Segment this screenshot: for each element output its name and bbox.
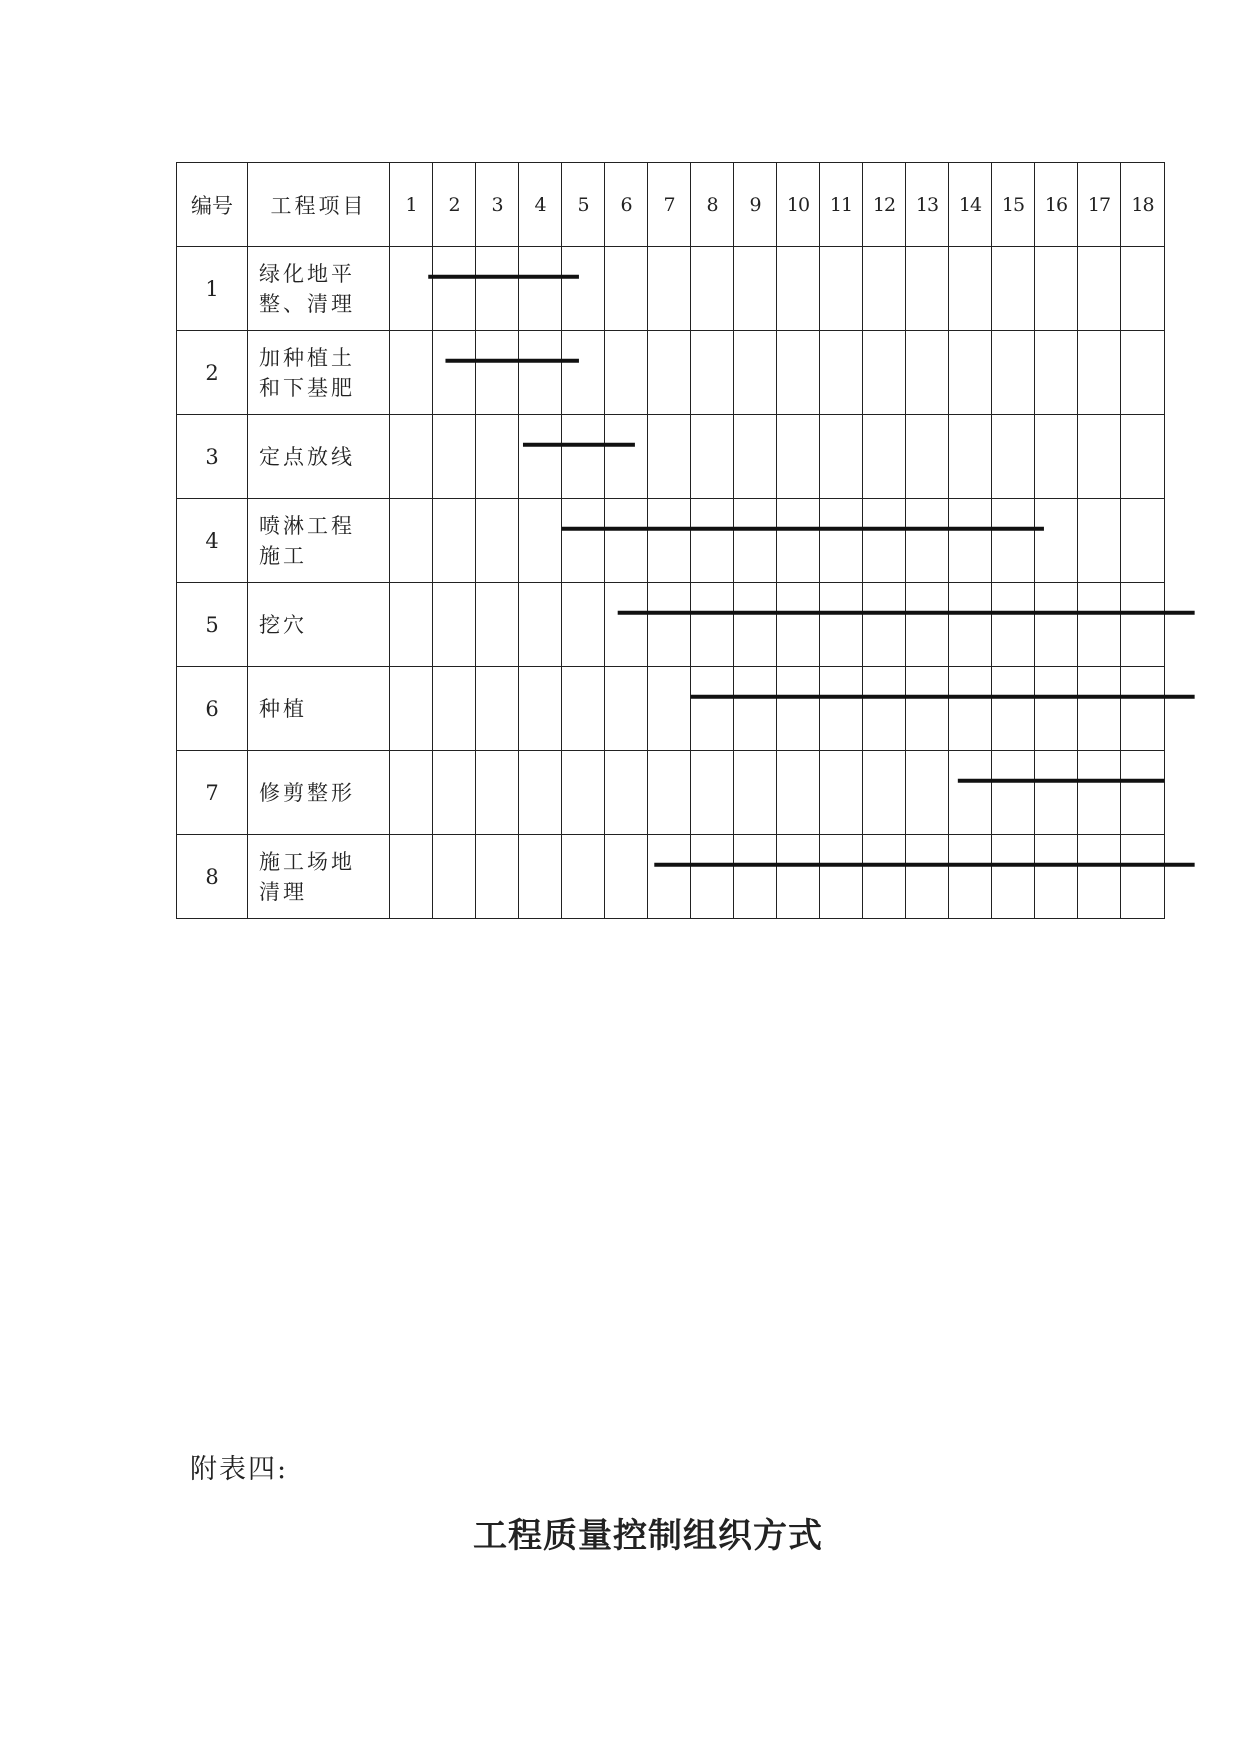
day-cell [605,835,648,919]
day-cell [476,835,519,919]
day-cell [605,583,648,667]
task-name-line: 施工 [259,543,307,568]
appendix-label: 附表四: [190,1454,289,1485]
task-name [248,835,390,919]
day-cell [863,415,906,499]
task-name-line: 种植 [259,696,307,721]
day-cell [820,667,863,751]
day-header-8: 8 [691,163,734,247]
task-row [177,667,1165,751]
day-cell [863,751,906,835]
day-cell [605,667,648,751]
day-cell [777,667,820,751]
day-cell [906,331,949,415]
day-cell [949,247,992,331]
day-cell [519,583,562,667]
day-cell [648,499,691,583]
day-cell [433,835,476,919]
day-cell [906,667,949,751]
day-cell [734,583,777,667]
day-cell [1121,331,1165,415]
day-cell [906,751,949,835]
day-cell [433,331,476,415]
day-cell [691,415,734,499]
day-cell [390,751,433,835]
day-cell [605,247,648,331]
day-cell [777,751,820,835]
day-cell [1121,667,1165,751]
day-cell [390,415,433,499]
day-cell [519,499,562,583]
day-cell [605,499,648,583]
day-header-3: 3 [476,163,519,247]
day-cell [777,247,820,331]
day-cell [949,499,992,583]
day-cell [1121,835,1165,919]
item-column-header: 工程项目 [248,163,390,247]
day-cell [992,751,1035,835]
task-name [248,415,390,499]
day-cell [390,247,433,331]
task-number: 5 [177,583,248,667]
day-cell [992,331,1035,415]
number-column-header: 编号 [177,163,248,247]
day-cell [433,751,476,835]
day-cell [691,331,734,415]
day-cell [949,751,992,835]
day-cell [906,415,949,499]
task-row [177,331,1165,415]
day-cell [562,667,605,751]
task-name-line: 修剪整形 [259,780,355,805]
day-cell [390,835,433,919]
task-number: 8 [177,835,248,919]
day-cell [648,331,691,415]
task-name [248,583,390,667]
task-number: 1 [177,247,248,331]
day-header-12: 12 [863,163,906,247]
task-row [177,499,1165,583]
day-cell [949,331,992,415]
day-cell [390,667,433,751]
day-cell [476,667,519,751]
day-header-1: 1 [390,163,433,247]
day-cell [949,667,992,751]
day-header-9: 9 [734,163,777,247]
task-name-line: 施工场地 [259,849,355,874]
day-cell [476,247,519,331]
day-cell [906,247,949,331]
day-cell [476,583,519,667]
day-cell [1121,583,1165,667]
day-cell [433,583,476,667]
day-cell [820,247,863,331]
day-cell [734,247,777,331]
day-header-15: 15 [992,163,1035,247]
day-cell [1121,751,1165,835]
day-cell [519,247,562,331]
day-cell [949,835,992,919]
task-row [177,751,1165,835]
day-cell [863,835,906,919]
day-cell [519,331,562,415]
day-cell [605,751,648,835]
task-name-line: 喷淋工程 [259,513,355,538]
day-header-2: 2 [433,163,476,247]
day-cell [1121,499,1165,583]
day-cell [734,499,777,583]
day-cell [777,331,820,415]
task-row [177,583,1165,667]
day-cell [1035,331,1078,415]
day-cell [1121,415,1165,499]
task-row [177,247,1165,331]
day-cell [1035,835,1078,919]
day-cell [992,499,1035,583]
day-cell [691,499,734,583]
day-header-16: 16 [1035,163,1078,247]
day-header-17: 17 [1078,163,1121,247]
day-header-5: 5 [562,163,605,247]
day-cell [863,667,906,751]
day-cell [562,835,605,919]
task-name-line: 绿化地平 [259,261,355,286]
day-cell [863,247,906,331]
day-cell [777,499,820,583]
day-cell [605,415,648,499]
day-cell [691,667,734,751]
day-cell [992,667,1035,751]
day-cell [863,499,906,583]
day-cell [734,751,777,835]
day-cell [691,247,734,331]
day-cell [906,499,949,583]
day-cell [648,751,691,835]
day-cell [519,751,562,835]
day-cell [691,751,734,835]
day-cell [1078,331,1121,415]
day-cell [519,667,562,751]
day-cell [476,499,519,583]
day-cell [777,415,820,499]
day-cell [992,247,1035,331]
task-name-line: 清理 [259,879,307,904]
day-cell [691,583,734,667]
day-cell [777,835,820,919]
day-cell [1035,667,1078,751]
day-header-7: 7 [648,163,691,247]
day-cell [820,415,863,499]
day-header-11: 11 [820,163,863,247]
day-cell [1078,835,1121,919]
day-cell [1035,583,1078,667]
day-header-18: 18 [1121,163,1165,247]
day-cell [390,331,433,415]
task-name-line: 定点放线 [259,444,355,469]
day-header-10: 10 [777,163,820,247]
day-cell [648,667,691,751]
day-header-13: 13 [906,163,949,247]
header-row [177,163,1165,247]
day-cell [1078,499,1121,583]
task-name-line: 整、清理 [259,291,355,316]
day-cell [863,331,906,415]
task-name-line: 和下基肥 [259,375,355,400]
day-cell [1035,415,1078,499]
task-row [177,415,1165,499]
day-cell [433,499,476,583]
day-cell [820,583,863,667]
schedule-table [176,162,1165,919]
day-cell [1078,667,1121,751]
day-cell [777,583,820,667]
day-cell [1078,751,1121,835]
day-cell [519,835,562,919]
day-cell [734,331,777,415]
day-cell [949,583,992,667]
task-name [248,247,390,331]
task-row [177,835,1165,919]
day-cell [820,331,863,415]
day-cell [820,751,863,835]
task-number: 6 [177,667,248,751]
day-cell [519,415,562,499]
day-header-6: 6 [605,163,648,247]
day-cell [691,835,734,919]
day-cell [390,499,433,583]
day-cell [605,331,648,415]
day-cell [1035,499,1078,583]
day-cell [562,499,605,583]
day-cell [1035,751,1078,835]
day-cell [906,835,949,919]
day-cell [648,583,691,667]
day-cell [648,415,691,499]
day-cell [562,751,605,835]
day-cell [1121,247,1165,331]
task-name [248,667,390,751]
day-cell [863,583,906,667]
day-cell [820,835,863,919]
day-cell [734,667,777,751]
task-name-line: 挖穴 [259,612,307,637]
day-cell [1035,247,1078,331]
day-cell [992,835,1035,919]
day-cell [734,415,777,499]
day-cell [562,247,605,331]
day-header-14: 14 [949,163,992,247]
day-header-4: 4 [519,163,562,247]
day-cell [992,415,1035,499]
day-cell [433,667,476,751]
day-cell [820,499,863,583]
task-name-line: 加种植土 [259,345,355,370]
day-cell [1078,415,1121,499]
task-name [248,751,390,835]
task-number: 2 [177,331,248,415]
task-number: 7 [177,751,248,835]
section-title: 工程质量控制组织方式 [473,1516,823,1556]
day-cell [734,835,777,919]
day-cell [949,415,992,499]
day-cell [562,583,605,667]
task-number: 3 [177,415,248,499]
day-cell [390,583,433,667]
day-cell [433,247,476,331]
day-cell [906,583,949,667]
day-cell [433,415,476,499]
day-cell [648,247,691,331]
day-cell [562,415,605,499]
day-cell [562,331,605,415]
task-name [248,499,390,583]
day-cell [476,751,519,835]
task-name [248,331,390,415]
task-number: 4 [177,499,248,583]
day-cell [476,415,519,499]
day-cell [648,835,691,919]
day-cell [1078,247,1121,331]
day-cell [992,583,1035,667]
day-cell [476,331,519,415]
schedule-body [177,247,1165,919]
day-cell [1078,583,1121,667]
